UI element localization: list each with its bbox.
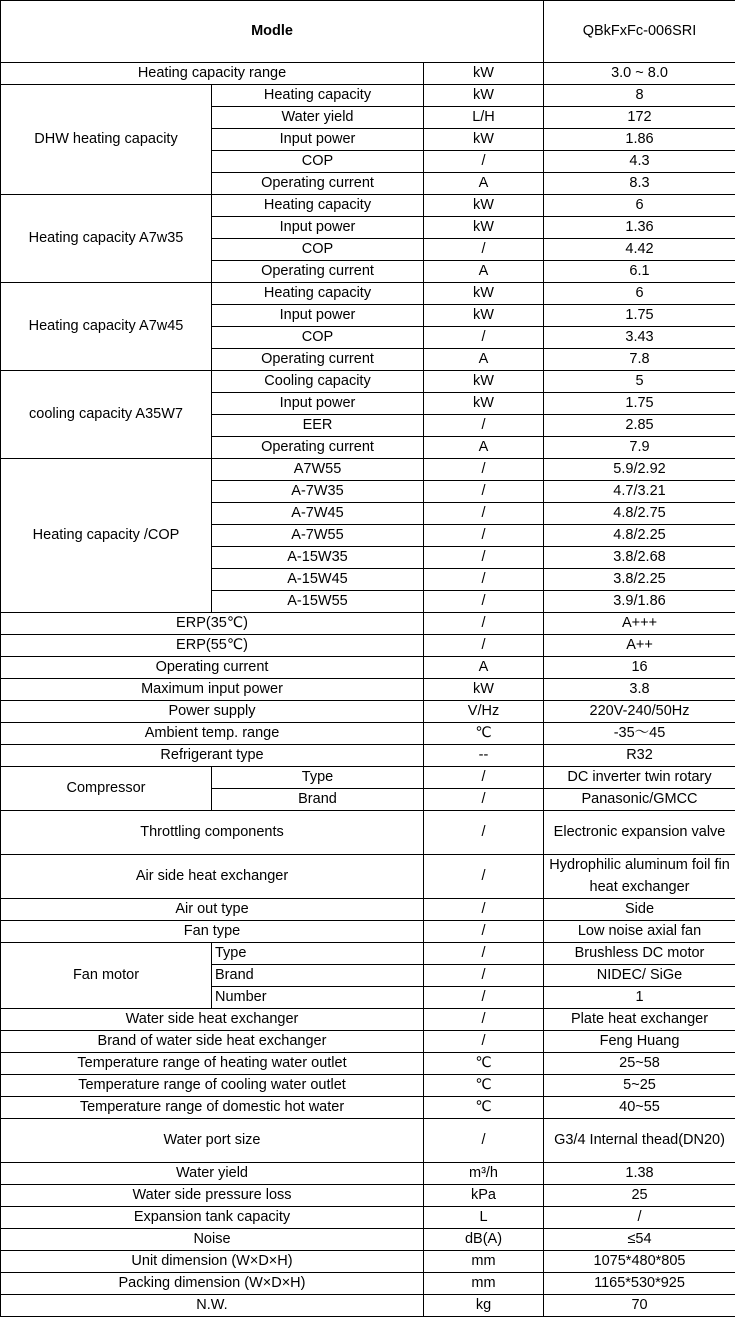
row-label: Power supply: [1, 701, 424, 723]
row-unit: mm: [424, 1251, 544, 1273]
row-value: 6: [544, 283, 735, 305]
row-unit: /: [424, 767, 544, 789]
row-value: 25: [544, 1185, 735, 1207]
row-value: /: [544, 1207, 735, 1229]
group-2-label: Heating capacity A7w45: [1, 283, 212, 371]
row-label: N.W.: [1, 1295, 424, 1317]
row-unit: /: [424, 327, 544, 349]
row-unit: /: [424, 987, 544, 1009]
spec-row: [1, 657, 735, 679]
row-unit: ℃: [424, 1053, 544, 1075]
row-label: Brand of water side heat exchanger: [1, 1031, 424, 1053]
row-param: Heating capacity: [212, 85, 424, 107]
row-unit: /: [424, 921, 544, 943]
group-0-row: [1, 85, 735, 107]
row-unit: L/H: [424, 107, 544, 129]
row-param: Heating capacity: [212, 195, 424, 217]
row-value: 7.9: [544, 437, 735, 459]
row-unit: kW: [424, 283, 544, 305]
water-port-row: [1, 1119, 735, 1163]
row-value: 4.8/2.25: [544, 525, 735, 547]
row-value: NIDEC/ SiGe: [544, 965, 735, 987]
row-unit: kPa: [424, 1185, 544, 1207]
row-value: 7.8: [544, 349, 735, 371]
row-value: Panasonic/GMCC: [544, 789, 735, 811]
row-label: Water side pressure loss: [1, 1185, 424, 1207]
row-value: 1165*530*925: [544, 1273, 735, 1295]
row-unit: /: [424, 1031, 544, 1053]
row-unit: /: [424, 1009, 544, 1031]
row-unit: /: [424, 943, 544, 965]
row-unit: A: [424, 657, 544, 679]
group-2-row: [1, 283, 735, 305]
row-param: Cooling capacity: [212, 371, 424, 393]
spec-row: [1, 1295, 735, 1317]
spec-row: [1, 1009, 735, 1031]
row-value: 3.0 ~ 8.0: [544, 63, 735, 85]
row-value: 40~55: [544, 1097, 735, 1119]
spec-row: [1, 1273, 735, 1295]
row-label: Maximum input power: [1, 679, 424, 701]
row-unit: A: [424, 173, 544, 195]
row-unit: /: [424, 525, 544, 547]
spec-row: [1, 1075, 735, 1097]
throttling-row: [1, 811, 735, 855]
row-unit: kW: [424, 679, 544, 701]
row-unit: m³/h: [424, 1163, 544, 1185]
row-unit: kW: [424, 393, 544, 415]
row-value: 3.8: [544, 679, 735, 701]
row-param: Water yield: [212, 107, 424, 129]
row-value: 3.9/1.86: [544, 591, 735, 613]
row-value: 4.8/2.75: [544, 503, 735, 525]
row-param: Number: [212, 987, 424, 1009]
air-exchanger-row: [1, 855, 735, 899]
row-value: 4.7/3.21: [544, 481, 735, 503]
row-param: Operating current: [212, 437, 424, 459]
row-label: ERP(35℃): [1, 613, 424, 635]
row-unit: /: [424, 415, 544, 437]
row-value: 8.3: [544, 173, 735, 195]
row-param: Input power: [212, 217, 424, 239]
row-value: Plate heat exchanger: [544, 1009, 735, 1031]
spec-row: [1, 1163, 735, 1185]
fan-type-row: [1, 921, 735, 943]
group-0-label: DHW heating capacity: [1, 85, 212, 195]
row-unit: kW: [424, 371, 544, 393]
row-unit: dB(A): [424, 1229, 544, 1251]
row-label: Unit dimension (W×D×H): [1, 1251, 424, 1273]
spec-row: [1, 1031, 735, 1053]
row-value: 1.86: [544, 129, 735, 151]
group-3-label: cooling capacity A35W7: [1, 371, 212, 459]
row-label: Temperature range of heating water outlet: [1, 1053, 424, 1075]
row-unit: A: [424, 261, 544, 283]
row-value: 3.8/2.25: [544, 569, 735, 591]
row-label: Temperature range of domestic hot water: [1, 1097, 424, 1119]
row-param: COP: [212, 327, 424, 349]
row-value: 4.42: [544, 239, 735, 261]
row-unit: /: [424, 239, 544, 261]
row-param: Brand: [212, 965, 424, 987]
row-value: Feng Huang: [544, 1031, 735, 1053]
row-label: Water side heat exchanger: [1, 1009, 424, 1031]
header-row: [1, 1, 735, 63]
row-unit: kg: [424, 1295, 544, 1317]
row-param: Operating current: [212, 349, 424, 371]
row-unit: mm: [424, 1273, 544, 1295]
spec-row: [1, 1251, 735, 1273]
row-label: Noise: [1, 1229, 424, 1251]
row-unit: kW: [424, 217, 544, 239]
row-label: Air out type: [1, 899, 424, 921]
group-4-label: Heating capacity /COP: [1, 459, 212, 613]
row-value: 5~25: [544, 1075, 735, 1097]
spec-row: [1, 745, 735, 767]
spec-row: [1, 1229, 735, 1251]
row-label: Throttling components: [1, 811, 424, 855]
row-value: 1.75: [544, 393, 735, 415]
row-param: EER: [212, 415, 424, 437]
group-1-row: [1, 195, 735, 217]
row-param: COP: [212, 239, 424, 261]
row-param: A-7W45: [212, 503, 424, 525]
row-value: 1: [544, 987, 735, 1009]
row-label: Packing dimension (W×D×H): [1, 1273, 424, 1295]
group-4-row: [1, 459, 735, 481]
row-value: 25~58: [544, 1053, 735, 1075]
row-unit: ℃: [424, 1075, 544, 1097]
row-value: 6.1: [544, 261, 735, 283]
row-param: A-15W35: [212, 547, 424, 569]
spec-row: [1, 635, 735, 657]
spec-row: [1, 679, 735, 701]
row-unit: ℃: [424, 1097, 544, 1119]
row-unit: A: [424, 437, 544, 459]
row-param: Input power: [212, 129, 424, 151]
row-unit: /: [424, 965, 544, 987]
row-label: ERP(55℃): [1, 635, 424, 657]
row-label: Refrigerant type: [1, 745, 424, 767]
row-value: DC inverter twin rotary: [544, 767, 735, 789]
row-unit: /: [424, 547, 544, 569]
row-value: A+++: [544, 613, 735, 635]
row-value: 1075*480*805: [544, 1251, 735, 1273]
row-label: Heating capacity range: [1, 63, 424, 85]
row-param: A-7W35: [212, 481, 424, 503]
row-value: -35～45: [544, 723, 735, 745]
row-unit: /: [424, 481, 544, 503]
heating-capacity-range-row: [1, 63, 735, 85]
row-value: 3.43: [544, 327, 735, 349]
row-label: Water port size: [1, 1119, 424, 1163]
row-unit: /: [424, 569, 544, 591]
row-unit: /: [424, 613, 544, 635]
row-value: 2.85: [544, 415, 735, 437]
row-unit: ℃: [424, 723, 544, 745]
row-unit: kW: [424, 129, 544, 151]
row-label: Air side heat exchanger: [1, 855, 424, 899]
row-value: ≤54: [544, 1229, 735, 1251]
row-value: Low noise axial fan: [544, 921, 735, 943]
model-name: QBkFxFc-006SRI: [544, 1, 735, 63]
row-unit: kW: [424, 195, 544, 217]
row-value: 16: [544, 657, 735, 679]
row-unit: /: [424, 459, 544, 481]
row-param: Input power: [212, 393, 424, 415]
compressor-row: [1, 767, 735, 789]
row-value: 70: [544, 1295, 735, 1317]
fan-motor-row: [1, 943, 735, 965]
row-value: 1.75: [544, 305, 735, 327]
row-unit: A: [424, 349, 544, 371]
row-label: Expansion tank capacity: [1, 1207, 424, 1229]
row-unit: kW: [424, 305, 544, 327]
row-param: A-15W55: [212, 591, 424, 613]
fan-motor-label: Fan motor: [1, 943, 212, 1009]
row-value: 172: [544, 107, 735, 129]
row-value: 1.36: [544, 217, 735, 239]
row-label: Temperature range of cooling water outlet: [1, 1075, 424, 1097]
row-unit: /: [424, 899, 544, 921]
row-value: Side: [544, 899, 735, 921]
row-value: A++: [544, 635, 735, 657]
row-unit: /: [424, 635, 544, 657]
row-value: 5.9/2.92: [544, 459, 735, 481]
row-param: Type: [212, 767, 424, 789]
row-param: Operating current: [212, 173, 424, 195]
row-unit: kW: [424, 85, 544, 107]
spec-row: [1, 1185, 735, 1207]
row-value: 5: [544, 371, 735, 393]
row-param: Input power: [212, 305, 424, 327]
row-value: Electronic expansion valve: [544, 811, 735, 855]
row-param: A-7W55: [212, 525, 424, 547]
row-value: Brushless DC motor: [544, 943, 735, 965]
row-unit: V/Hz: [424, 701, 544, 723]
compressor-label: Compressor: [1, 767, 212, 811]
row-value: 6: [544, 195, 735, 217]
row-label: Fan type: [1, 921, 424, 943]
row-unit: L: [424, 1207, 544, 1229]
row-unit: /: [424, 503, 544, 525]
row-unit: --: [424, 745, 544, 767]
row-value: 4.3: [544, 151, 735, 173]
row-value: G3/4 Internal thead(DN20): [544, 1119, 735, 1163]
row-value: 220V-240/50Hz: [544, 701, 735, 723]
air-out-row: [1, 899, 735, 921]
row-value: Hydrophilic aluminum foil fin heat exchanger: [544, 855, 735, 899]
spec-row: [1, 613, 735, 635]
group-1-label: Heating capacity A7w35: [1, 195, 212, 283]
spec-row: [1, 701, 735, 723]
row-param: A7W55: [212, 459, 424, 481]
row-param: A-15W45: [212, 569, 424, 591]
row-param: Brand: [212, 789, 424, 811]
row-label: Operating current: [1, 657, 424, 679]
spec-row: [1, 1053, 735, 1075]
row-unit: /: [424, 1119, 544, 1163]
header-label: Modle: [1, 1, 544, 63]
spec-row: [1, 1207, 735, 1229]
row-unit: /: [424, 151, 544, 173]
row-value: R32: [544, 745, 735, 767]
row-param: Type: [212, 943, 424, 965]
row-param: Operating current: [212, 261, 424, 283]
spec-row: [1, 1097, 735, 1119]
row-unit: /: [424, 789, 544, 811]
row-unit: /: [424, 855, 544, 899]
row-label: Water yield: [1, 1163, 424, 1185]
row-value: 1.38: [544, 1163, 735, 1185]
spec-row: [1, 723, 735, 745]
row-unit: /: [424, 811, 544, 855]
row-value: 3.8/2.68: [544, 547, 735, 569]
row-value: 8: [544, 85, 735, 107]
row-param: Heating capacity: [212, 283, 424, 305]
group-3-row: [1, 371, 735, 393]
row-unit: /: [424, 591, 544, 613]
row-label: Ambient temp. range: [1, 723, 424, 745]
row-unit: kW: [424, 63, 544, 85]
row-param: COP: [212, 151, 424, 173]
